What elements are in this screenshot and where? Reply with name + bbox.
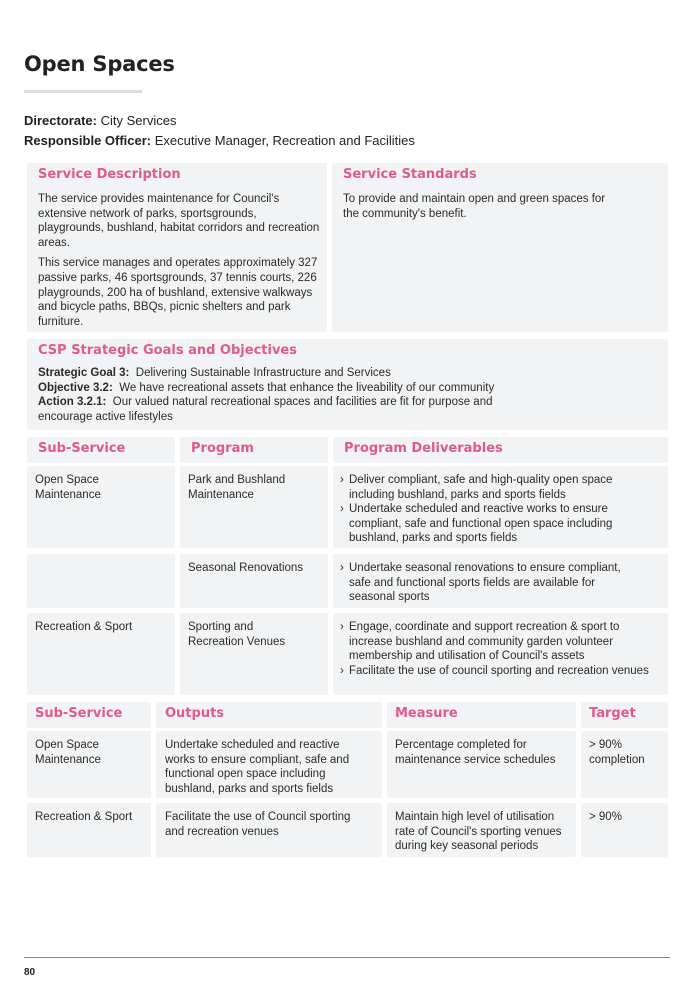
deliverable-text: Engage, coordinate and support recreation & sport to increase bushland and community garden volunteer membership and utilisation of Council's assets [349,621,620,663]
program-table-header-deliverables [333,437,668,463]
measure-cell: Percentage completed for maintenance service schedules [395,739,556,766]
deliverables-cell [340,620,652,678]
table-row [180,554,328,608]
table-row [387,803,576,857]
service-description-heading: Service Description [38,167,181,182]
deliverable-text: Deliver compliant, safe and high-quality open space including bushland, parks and sports fields [349,474,613,501]
table-row [27,613,175,695]
table-row [581,803,668,857]
outputs-table-header-measure [387,702,576,728]
service-standards-box [332,163,668,332]
deliverables-cell [340,473,636,546]
program-table-header-program [180,437,328,463]
target-cell: > 90% [589,811,622,823]
service-standards-heading: Service Standards [343,167,477,182]
header-label: Program [191,441,254,456]
officer-label: Responsible Officer: [24,133,152,148]
table-row [333,466,668,548]
action-text: Our valued natural recreational spaces and facilities are fit for purpose and encourage active lifestyles [38,396,493,423]
page-title: Open Spaces [24,52,175,76]
directorate-label: Directorate: [24,113,97,128]
deliverables-cell [340,561,640,605]
title-underline [24,90,142,93]
table-row [27,803,151,857]
csp-heading: CSP Strategic Goals and Objectives [38,343,297,358]
output-cell: Facilitate the use of Council sporting and recreation venues [165,811,351,838]
list-item: › Facilitate the use of council sporting and recreation venues [340,664,649,677]
officer-value: Executive Manager, Recreation and Facilities [154,133,415,148]
footer-divider [24,957,670,958]
table-row [27,731,151,798]
header-label: Program Deliverables [344,441,503,456]
list-item: › Undertake seasonal renovations to ensure compliant, safe and functional sports fields are available for seasonal sports [340,561,640,605]
directorate-line [24,113,176,128]
officer-line [24,133,415,148]
table-row [27,466,175,548]
output-cell: Undertake scheduled and reactive works to ensure compliant, safe and functional open space including bushland, parks and sports fields [165,739,350,795]
sub-service-cell: Open Space Maintenance [35,474,101,501]
measure-cell: Maintain high level of utilisation rate of Council's sporting venues during key seasonal periods [395,811,562,853]
outputs-table-header-outputs [156,702,382,728]
outputs-table-header-subservice [27,702,151,728]
table-row [333,613,668,695]
goal-label: Strategic Goal 3: [38,367,130,379]
csp-box [27,339,668,430]
service-description-text [38,192,320,329]
sub-service-cell: Recreation & Sport [35,621,133,633]
table-row [581,731,668,798]
program-cell: Seasonal Renovations [188,562,304,574]
list-item: › Undertake scheduled and reactive works to ensure compliant, safe and functional open space including bushland, parks and sports fields [340,502,636,546]
csp-text [38,366,538,424]
goal-text: Delivering Sustainable Infrastructure and Services [135,367,391,379]
deliverable-text: Undertake seasonal renovations to ensure compliant, safe and functional sports fields are available for seasonal sports [349,562,621,604]
action-label: Action 3.2.1: [38,396,107,409]
table-row [27,554,175,608]
header-label: Outputs [165,706,225,721]
table-row [156,803,382,857]
table-row [180,613,328,695]
sub-service-cell: Recreation & Sport [35,811,133,823]
header-label: Sub-Service [38,441,126,456]
service-standards-text: To provide and maintain open and green spaces for the community's benefit. [343,193,606,220]
outputs-table-header-target [581,702,668,728]
service-description-box [27,163,327,332]
program-cell: Sporting and Recreation Venues [188,621,286,648]
program-table-header-subservice [27,437,175,463]
list-item: › Engage, coordinate and support recreation & sport to increase bushland and community garden volunteer membership and utilisation of Council's assets [340,620,652,664]
deliverable-text: Facilitate the use of council sporting and recreation venues [349,664,649,677]
header-label: Measure [395,706,458,721]
service-description-p2: This service manages and operates approximately 327 passive parks, 46 sportsgrounds, 37 tennis courts, 226 playgrounds, 200 ha of bushland, extensive walkways and bicycle paths, BBQs, picnic shelters and park furniture. [38,257,318,328]
service-description-p1: The service provides maintenance for Council's extensive network of parks, sportsgrounds, playgrounds, bushland, habitat corridors and recreation areas. [38,193,320,249]
table-row [180,466,328,548]
header-label: Sub-Service [35,706,123,721]
objective-text: We have recreational assets that enhance the liveability of our community [119,381,495,394]
sub-service-cell: Open Space Maintenance [35,739,101,766]
table-row [333,554,668,608]
program-cell: Park and Bushland Maintenance [188,474,286,501]
target-cell: > 90% completion [589,739,645,766]
header-label: Target [589,706,636,721]
directorate-value: City Services [100,113,177,128]
deliverable-text: Undertake scheduled and reactive works to ensure compliant, safe and functional open space including bushland, parks and sports fields [349,503,613,545]
table-row [387,731,576,798]
list-item: › Deliver compliant, safe and high-quality open space including bushland, parks and sports fields [340,473,636,502]
objective-label: Objective 3.2: [38,381,113,394]
page-number: 80 [24,967,36,978]
table-row [156,731,382,798]
